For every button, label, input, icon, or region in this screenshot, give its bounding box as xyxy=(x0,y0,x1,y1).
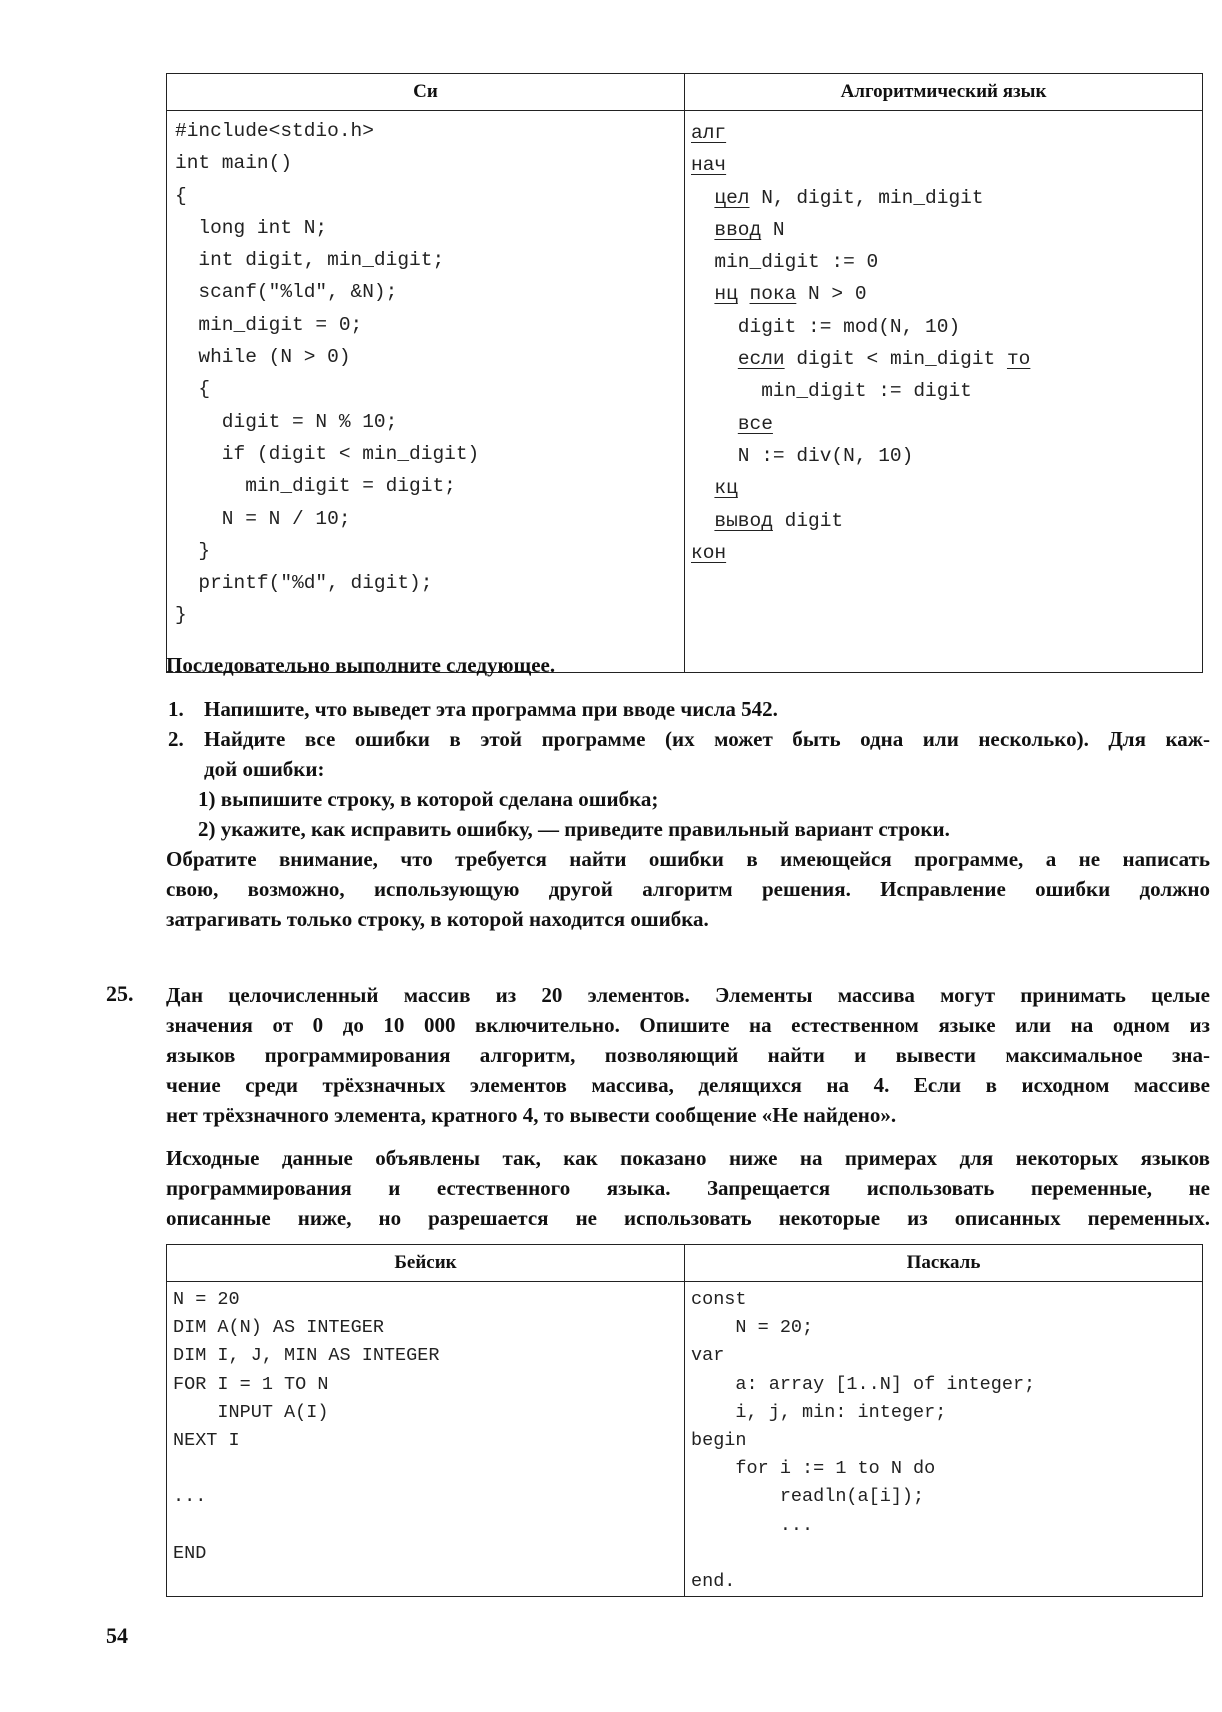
header-basic: Бейсик xyxy=(167,1245,685,1282)
code-table-c-alg xyxy=(166,73,1203,673)
task25-p2-line: Исходные данные объявлены так, как показано ниже на примерах для некоторых языков xyxy=(166,1146,1210,1170)
keyword: если xyxy=(737,348,785,371)
code-line xyxy=(691,149,1202,181)
task25-p2-line: описанные ниже, но разрешается не использовать некоторые из описанных переменных. xyxy=(166,1206,1210,1230)
code-line: DIM I, J, MIN AS INTEGER xyxy=(173,1345,440,1367)
c-code-cell xyxy=(167,111,685,673)
code-text: N xyxy=(761,218,785,241)
code-line: NEXT I xyxy=(173,1429,240,1451)
code-line xyxy=(691,537,1202,569)
code-line xyxy=(691,214,1202,246)
code-line xyxy=(691,408,1202,440)
code-line: readln(a[i]); xyxy=(691,1486,925,1508)
keyword: вывод xyxy=(714,509,773,532)
code-text: digit < min_digit xyxy=(784,348,1007,371)
code-line: digit := mod(N, 10) xyxy=(691,315,961,338)
code-line xyxy=(691,182,1202,214)
code-line: DIM A(N) AS INTEGER xyxy=(173,1317,384,1339)
task25-p1-line: нет трёхзначного элемента, кратного 4, то вывести сообщение «Не найдено». xyxy=(166,1103,897,1127)
task24-sub2: 2) укажите, как исправить ошибку, — приведите правильный вариант строки. xyxy=(198,817,950,841)
code-line: ... xyxy=(691,1514,814,1536)
code-line: FOR I = 1 TO N xyxy=(173,1373,329,1395)
code-line xyxy=(691,117,1202,149)
code-line: min_digit := 0 xyxy=(691,251,879,274)
code-line: begin xyxy=(691,1429,747,1451)
code-line: if (digit < min_digit) xyxy=(175,442,480,465)
code-line xyxy=(691,278,1202,310)
code-line: N = 20; xyxy=(691,1317,814,1339)
code-line: scanf("%ld", &N); xyxy=(175,281,398,304)
c-code-block xyxy=(167,111,684,632)
code-line: min_digit = 0; xyxy=(175,313,363,336)
keyword: все xyxy=(737,412,773,435)
task24-item1-number: 1. xyxy=(168,697,184,721)
task25-p1-line: чение среди трёхзначных элементов массива, делящихся на 4. Если в исходном массиве xyxy=(166,1073,1210,1097)
task25-p1-line: языков программирования алгоритм, позволяющий найти и вывести максимальное зна- xyxy=(166,1043,1210,1067)
code-text: N, digit, min_digit xyxy=(749,186,984,209)
task25-p1-line: Дан целочисленный массив из 20 элементов. Элементы массива могут принимать целые xyxy=(166,983,1210,1007)
keyword: нц xyxy=(714,283,738,306)
code-line: N := div(N, 10) xyxy=(691,444,914,467)
page-number: 54 xyxy=(106,1623,128,1648)
code-line: for i := 1 to N do xyxy=(691,1458,936,1480)
keyword: ввод xyxy=(714,218,762,241)
code-line: { xyxy=(175,378,211,401)
task24-intro: Последовательно выполните следующее. xyxy=(166,653,556,677)
pascal-code-cell xyxy=(685,1282,1203,1597)
header-c: Си xyxy=(167,74,685,111)
code-line: digit = N % 10; xyxy=(175,410,398,433)
keyword: кц xyxy=(714,477,738,500)
basic-code-block xyxy=(167,1282,684,1568)
code-table-basic-pascal xyxy=(166,1244,1203,1597)
code-line: end. xyxy=(691,1570,736,1592)
task24-note-line2: свою, возможно, использующую другой алгоритм решения. Исправление ошибки должно xyxy=(166,877,1210,901)
code-line: INPUT A(I) xyxy=(173,1401,329,1423)
code-line xyxy=(173,1455,684,1483)
keyword: то xyxy=(1006,348,1031,371)
code-line: min_digit = digit; xyxy=(175,475,456,498)
code-line: const xyxy=(691,1289,747,1310)
code-line xyxy=(691,343,1202,375)
code-line: int main() xyxy=(175,152,293,175)
code-line xyxy=(691,472,1202,504)
code-line: END xyxy=(173,1542,207,1564)
code-line: { xyxy=(175,184,187,207)
pascal-code-block xyxy=(685,1282,1202,1596)
code-line: N = 20 xyxy=(173,1289,240,1310)
code-line: N = N / 10; xyxy=(175,507,351,530)
header-alg: Алгоритмический язык xyxy=(685,74,1203,111)
task25-number: 25. xyxy=(106,981,134,1006)
task25-p1-line: значения от 0 до 10 000 включительно. Опишите на естественном языке или на одном из xyxy=(166,1013,1210,1037)
code-line xyxy=(691,505,1202,537)
code-text: N > 0 xyxy=(796,283,867,306)
task24-sub1: 1) выпишите строку, в которой сделана ошибка; xyxy=(198,787,659,811)
keyword: нач xyxy=(691,154,727,177)
code-line: while (N > 0) xyxy=(175,346,351,369)
code-line: i, j, min: integer; xyxy=(691,1401,947,1423)
task25-p2-line: программирования и естественного языка. Запрещается использовать переменные, не xyxy=(166,1176,1210,1200)
alg-code-cell xyxy=(685,111,1203,673)
basic-code-cell xyxy=(167,1282,685,1597)
task24-item1: Напишите, что выведет эта программа при вводе числа 542. xyxy=(204,697,778,721)
code-line xyxy=(173,1512,684,1540)
code-line: #include<stdio.h> xyxy=(175,120,374,142)
code-line: } xyxy=(175,604,187,627)
code-line: int digit, min_digit; xyxy=(175,249,445,272)
task24-note-line1: Обратите внимание, что требуется найти ошибки в имеющейся программе, а не написать xyxy=(166,847,1210,871)
keyword: пока xyxy=(749,283,797,306)
header-pascal: Паскаль xyxy=(685,1245,1203,1282)
alg-code-block xyxy=(685,111,1202,569)
keyword: алг xyxy=(691,122,727,144)
keyword: кон xyxy=(691,541,727,564)
code-line: } xyxy=(175,539,211,562)
code-line: a: array [1..N] of integer; xyxy=(691,1373,1036,1395)
code-line: min_digit := digit xyxy=(691,380,972,403)
task24-item2-line2: дой ошибки: xyxy=(204,757,325,781)
code-line xyxy=(691,1540,1202,1568)
task24-item2-number: 2. xyxy=(168,727,184,751)
task24-item2-line1: Найдите все ошибки в этой программе (их может быть одна или несколько). Для каж- xyxy=(204,727,1210,751)
code-line: var xyxy=(691,1345,725,1367)
code-text: digit xyxy=(772,509,844,532)
code-line: printf("%d", digit); xyxy=(175,572,433,595)
code-line: long int N; xyxy=(175,216,328,239)
keyword: цел xyxy=(714,186,750,209)
task24-note-line3: затрагивать только строку, в которой находится ошибка. xyxy=(166,907,709,931)
code-line: ... xyxy=(173,1486,207,1508)
